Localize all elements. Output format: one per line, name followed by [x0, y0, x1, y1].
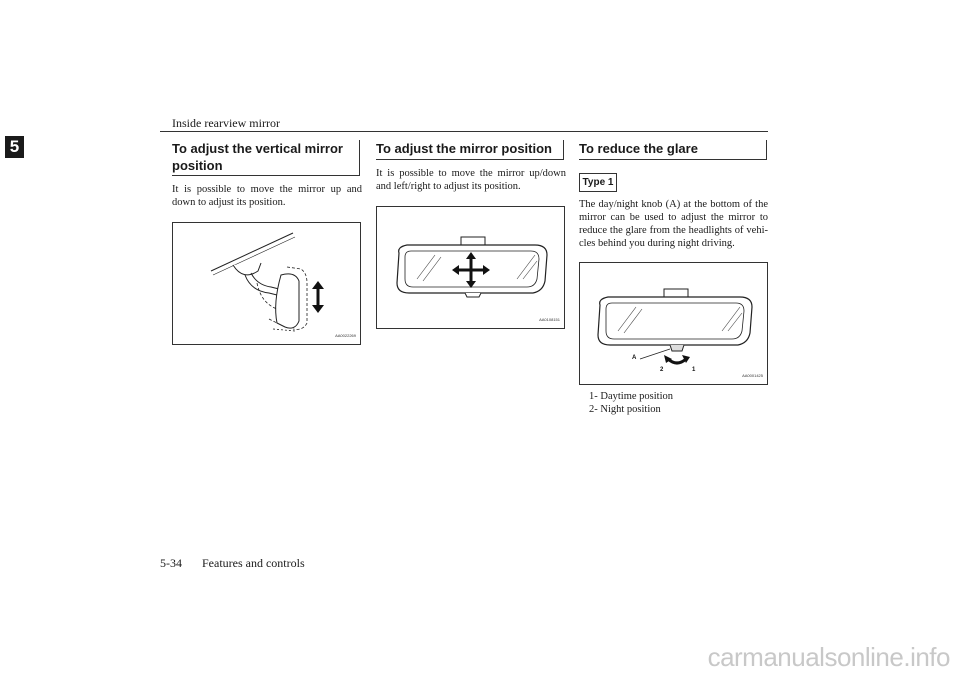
figure-code: AA0022269: [335, 333, 356, 338]
knob-label-2: 2: [660, 367, 664, 373]
figure-code: AA0108151: [539, 317, 560, 322]
type-badge: Type 1: [579, 173, 617, 192]
watermark: carmanualsonline.info: [707, 642, 950, 672]
figure-code: AA0001425: [742, 373, 763, 378]
knob-label-1: 1: [692, 367, 696, 373]
section-text-vertical-position: It is possible to move the mirror up and down to adjust its position.: [172, 184, 362, 208]
figure-mirror-adjust: [376, 206, 565, 329]
page-number: 5-34: [160, 556, 182, 570]
header-rule: [160, 131, 768, 132]
section-heading-reduce-glare: To reduce the glare: [579, 140, 767, 160]
mirror-knob-illustration: [580, 263, 769, 386]
mirror-front-view-illustration: [377, 207, 566, 330]
section-text-reduce-glare: The day/night knob (A) at the bottom of the mirror can be used to adjust the mirror to reduce the glare from the headlights of vehi-cles behind you during night driving.: [579, 199, 768, 249]
mirror-side-view-illustration: [173, 223, 362, 346]
legend-item-night: 2- Night position: [589, 404, 661, 415]
page-footer: [160, 556, 305, 571]
section-text-mirror-position: It is possible to move the mirror up/down and left/right to adjust its position.: [376, 168, 566, 192]
knob-label-a: A: [632, 355, 637, 361]
chapter-name: Features and controls: [202, 556, 305, 570]
chapter-tab: 5: [5, 136, 24, 158]
section-heading-mirror-position: To adjust the mirror position: [376, 140, 564, 160]
figure-day-night-knob: [579, 262, 768, 385]
section-heading-vertical-position: To adjust the vertical mirror position: [172, 140, 360, 176]
figure-vertical-adjust: [172, 222, 361, 345]
legend-item-daytime: 1- Daytime position: [589, 391, 673, 402]
running-header: Inside rearview mirror: [172, 116, 280, 130]
